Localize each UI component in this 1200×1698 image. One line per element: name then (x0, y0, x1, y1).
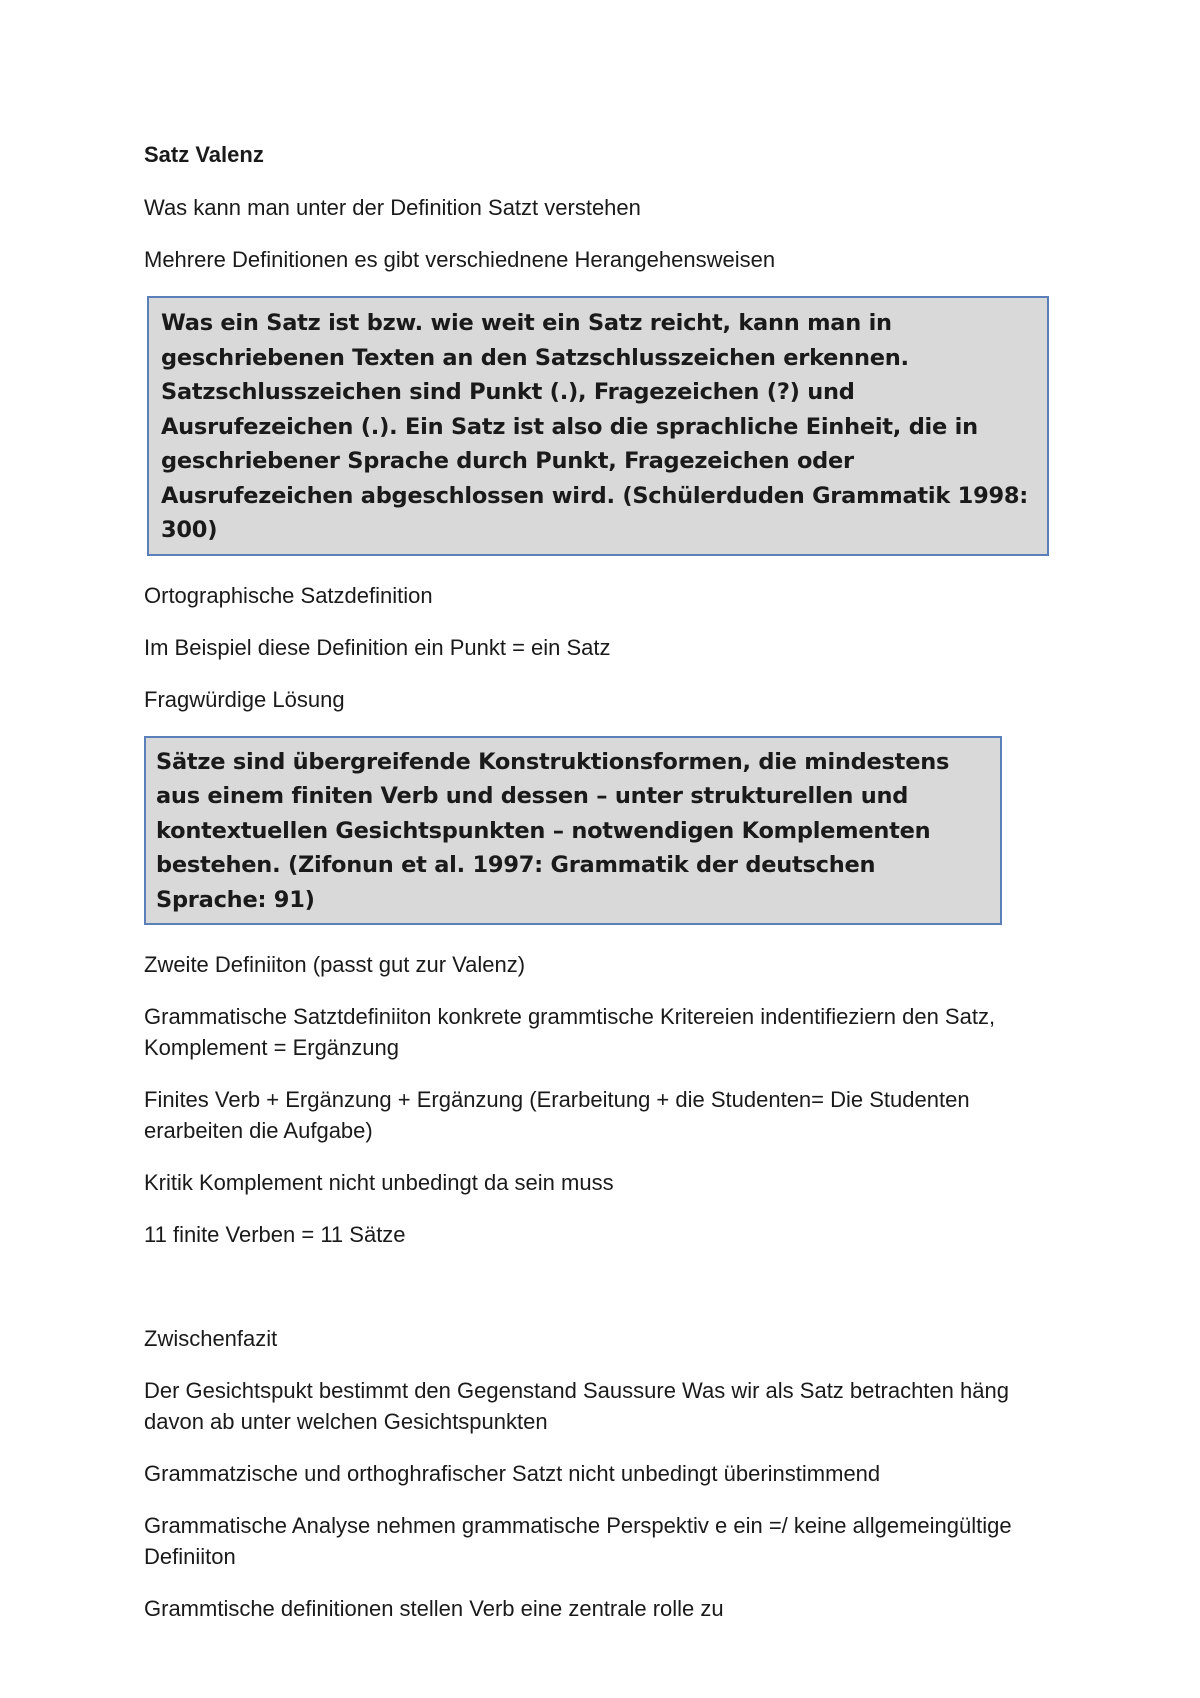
paragraph: Der Gesichtspukt bestimmt den Gegenstand Saussure Was wir als Satz betrachten häng davon ab unter welchen Gesichtspunkten (144, 1378, 1009, 1434)
paragraph: Im Beispiel diese Definition ein Punkt = ein Satz (144, 634, 611, 660)
document-title: Satz Valenz (144, 142, 264, 167)
paragraph: Fragwürdige Lösung (144, 686, 345, 712)
section-heading-zwischenfazit: Zwischenfazit (144, 1326, 278, 1351)
blank-line (144, 1271, 1074, 1323)
paragraph: Mehrere Definitionen es gibt verschiednene Herangehensweisen (144, 247, 776, 272)
quote-box-schuelerduden: Was ein Satz ist bzw. wie weit ein Satz reicht, kann man in geschriebenen Texten an den Satzschlusszeichen erkennen. Satzschlusszeichen sind Punkt (.), Fragezeichen (?) und Ausrufezeichen (.). Ein Satz ist also die sprachliche Einheit, die in geschriebener Sprache durch Punkt, Fragezeichen oder Ausrufezeichen abgeschlossen wird. (Schülerduden Grammatik 1998: 300) (147, 296, 1049, 556)
paragraph: Zweite Definiiton (passt gut zur Valenz) (144, 952, 526, 977)
paragraph: Ortographische Satzdefinition (144, 582, 433, 608)
paragraph: Grammatische Satztdefiniiton konkrete grammtische Kritereien indentifieziern den Satz, Komplement = Ergänzung (144, 1004, 996, 1060)
paragraph: Grammatische Analyse nehmen grammatische Perspektiv e ein =/ keine allgemeingültige Definiiton (144, 1513, 1012, 1569)
document-page (144, 140, 1074, 1645)
paragraph: 11 finite Verben = 11 Sätze (144, 1222, 406, 1247)
quote-box-zifonun: Sätze sind übergreifende Konstruktionsformen, die mindestens aus einem finiten Verb und dessen – unter strukturellen und kontextuellen Gesichtspunkten – notwendigen Komplementen bestehen. (Zifonun et al. 1997: Grammatik der deutschen Sprache: 91) (144, 736, 1002, 926)
paragraph: Grammtische definitionen stellen Verb eine zentrale rolle zu (144, 1596, 724, 1621)
paragraph: Grammatzische und orthoghrafischer Satzt nicht unbedingt überinstimmend (144, 1461, 881, 1486)
paragraph: Was kann man unter der Definition Satzt verstehen (144, 195, 641, 220)
paragraph: Kritik Komplement nicht unbedingt da sein muss (144, 1170, 614, 1195)
paragraph: Finites Verb + Ergänzung + Ergänzung (Erarbeitung + die Studenten= Die Studenten erarbeiten die Aufgabe) (144, 1087, 970, 1143)
